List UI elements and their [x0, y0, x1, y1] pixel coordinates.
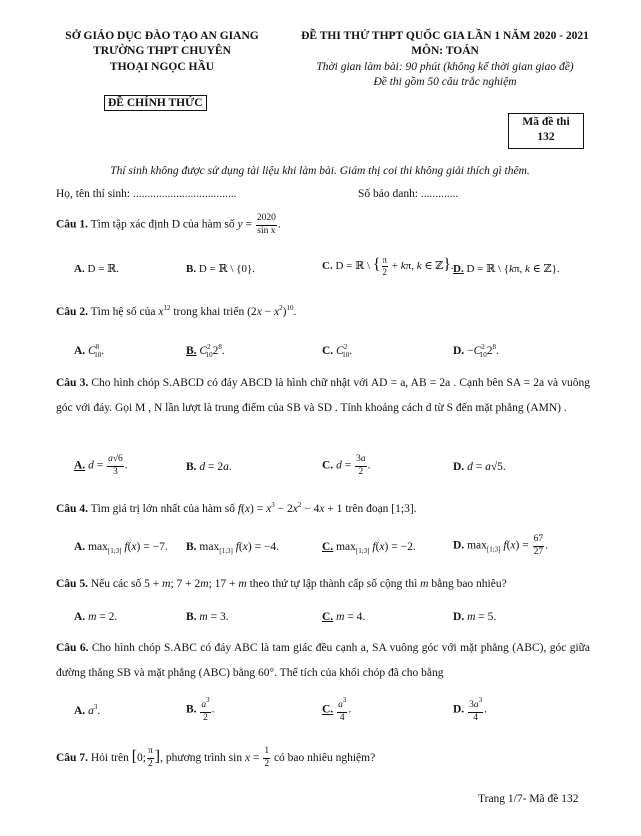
q5-answer-b[interactable]: B. m = 3. — [186, 611, 229, 623]
q2-answer-c[interactable]: C. $C^2_{10}$. — [322, 343, 353, 359]
exam-code-box — [508, 113, 584, 149]
q1-answer-b[interactable]: B. D = ℝ \ {0}. — [186, 263, 255, 275]
question-1-text: Tìm tập xác định D của hàm số — [90, 218, 235, 231]
q4-answer-a[interactable]: A. $\max_{[1;3]} f(x) = -7$. — [74, 541, 168, 555]
q3-answer-a[interactable]: A. d = $\frac{a√6}{3}$ . — [74, 454, 128, 477]
q3-answer-b[interactable]: B. d = 2a. — [186, 461, 232, 473]
q6-answer-a[interactable]: A. $a^3$. — [74, 703, 101, 717]
question-6: Câu 6. Cho hình chóp S.ABC có đáy ABC là tam giác đều cạnh a, SA vuông góc với mặt phẳng (ABC), góc giữa đường thẳng SB và mặt phẳng (ABC) bằng 60°. Thể tích của khối chóp đã cho bằng — [56, 642, 591, 679]
q2-answer-d[interactable]: D. $-C^2_{10}2^8$. — [453, 343, 499, 359]
q6-answer-b[interactable]: B. $\frac{a^3}{2}$ . — [186, 696, 215, 723]
q1-answer-d[interactable]: D. D = ℝ \ {kπ, k ∈ ℤ}. — [453, 263, 560, 275]
q2-answer-b[interactable]: B. $C^2_{10}2^8$. — [186, 343, 225, 359]
q3-answer-c[interactable]: C. d = $\frac{3a}{2}$ . — [322, 454, 371, 477]
exam-title: ĐỀ THI THỬ THPT QUỐC GIA LẦN 1 NĂM 2020 - 2021 — [301, 30, 589, 42]
q5-answer-d[interactable]: D. m = 5. — [453, 611, 497, 623]
question-7: Câu 7. Hỏi trên [0; $\frac{\pi}{2}$ ], phương trình sin x = $\frac{1}{2}$ có bao nhiêu nghiệm? — [56, 746, 376, 769]
q6-answer-c[interactable]: C. $\frac{a^3}{4}$ . — [322, 696, 352, 723]
page-footer: Trang 1/7- Mã đề 132 — [478, 793, 579, 805]
q1-answer-a[interactable]: A. D = ℝ. — [74, 263, 119, 275]
question-1: Câu 1. Tìm tập xác định D của hàm số y = $\frac{2020}{\text{sin x}}$ . — [56, 213, 281, 236]
q4-answer-d[interactable]: D. $\max_{[1;3]} f(x)$ = $\frac{67}{27}$ . — [453, 534, 548, 557]
question-3: Câu 3. Cho hình chóp S.ABCD có đáy ABCD là hình chữ nhật với AD = a, AB = 2a . Cạnh bên SA = 2a và vuông góc với đáy. Gọi M , N lần lượt là trung điểm của SB và SD . Tính khoảng cách d từ S đến mặt phẳng (AMN) . — [56, 377, 591, 414]
department-name: SỞ GIÁO DỤC ĐÀO TẠO AN GIANG — [65, 30, 259, 42]
school-name-line2: THOẠI NGỌC HẦU — [109, 61, 215, 73]
q4-answer-c[interactable]: C. $\max_{[1;3]} f(x) = -2$. — [322, 541, 416, 555]
exam-code-label: Mã đề thi — [522, 116, 570, 128]
q2-answer-a[interactable]: A. $C^8_{10}$. — [74, 343, 105, 359]
exam-question-count: Đề thi gồm 50 câu trắc nghiệm — [373, 76, 517, 88]
question-1-fraction: $\frac{2020}{\text{sin x}}$ — [256, 213, 276, 236]
question-1-label: Câu 1. — [56, 218, 88, 231]
instructions: Thí sinh không được sử dụng tài liệu khi làm bài. Giám thị coi thi không giải thích gì thêm. — [110, 165, 530, 177]
question-5: Câu 5. Nếu các số 5 + m; 7 + 2m; 17 + m theo thứ tự lập thành cấp số cộng thì m bằng bao nhiêu? — [56, 578, 507, 590]
exam-duration: Thời gian làm bài: 90 phút (không kể thời gian giao đề) — [316, 61, 574, 73]
exam-code-value: 132 — [537, 131, 555, 143]
q5-answer-c[interactable]: C. m = 4. — [322, 611, 366, 623]
question-2: Câu 2. Tìm hệ số của $x^{12}$ trong khai triển $(2x - x^2)^{10}$. — [56, 304, 297, 318]
q3-answer-d[interactable]: D. d = a√5. — [453, 461, 506, 473]
exam-subject: MÔN: TOÁN — [411, 45, 479, 57]
school-name-line1: TRƯỜNG THPT CHUYÊN — [93, 45, 231, 57]
q5-answer-a[interactable]: A. m = 2. — [74, 611, 118, 623]
q4-answer-b[interactable]: B. $\max_{[1;3]} f(x) = -4$. — [186, 541, 280, 555]
official-label: ĐỀ CHÍNH THỨC — [104, 95, 207, 111]
question-4: Câu 4. Tìm giá trị lớn nhất của hàm số $f(x) = x^3 - 2x^2 - 4x + 1$ trên đoạn [1;3]. — [56, 501, 417, 515]
q1-answer-c[interactable]: C. D = ℝ \ { $\frac{\pi}{2}$ + kπ, k ∈ ℤ}. — [322, 254, 454, 277]
q6-answer-d[interactable]: D. $\frac{3a^3}{4}$ . — [453, 696, 487, 723]
student-number-line: Số báo danh: ............. — [358, 188, 459, 200]
student-name-line: Họ, tên thí sinh: .................................... — [56, 188, 237, 200]
